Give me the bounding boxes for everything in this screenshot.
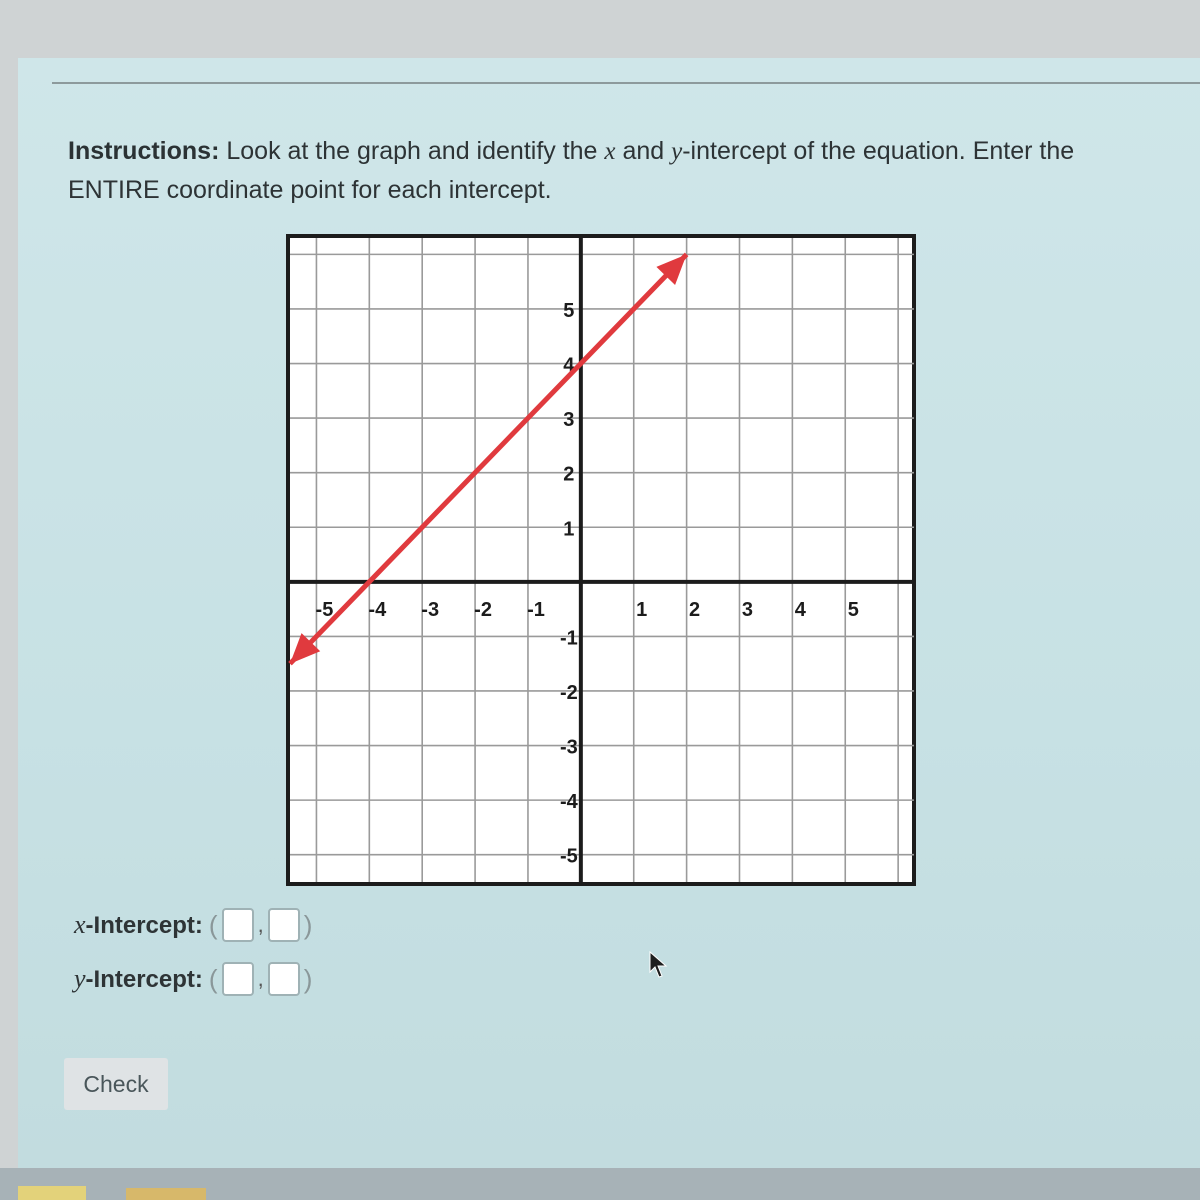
y-tick-label: 4 — [563, 354, 575, 377]
comma: , — [257, 912, 264, 937]
close-paren: ) — [303, 963, 313, 994]
x-intercept-label — [74, 910, 203, 940]
graph-background — [288, 236, 914, 884]
y-tick-label: 5 — [563, 299, 575, 322]
y-intercept-var: y — [74, 964, 86, 993]
divider-line — [52, 82, 1200, 84]
check-button[interactable]: Check — [64, 1058, 168, 1110]
graph-container — [286, 232, 918, 893]
y-tick-label: -4 — [559, 791, 578, 814]
intercepts-form — [74, 900, 314, 1004]
coordinate-graph — [286, 232, 918, 888]
x-tick-label: -5 — [315, 598, 334, 621]
open-paren: ( — [208, 963, 218, 994]
instructions-part1: Look at the graph and identify the — [219, 137, 605, 165]
x-tick-label: -1 — [527, 598, 545, 621]
y-tick-label: 1 — [563, 518, 575, 541]
y-tick-label: 3 — [563, 409, 575, 432]
mouse-cursor-icon — [648, 950, 670, 980]
x-tick-label: 1 — [636, 598, 648, 621]
y-intercept-x-input[interactable] — [222, 962, 254, 996]
taskbar-item — [126, 1188, 206, 1200]
open-paren: ( — [208, 909, 218, 940]
x-tick-label: 4 — [794, 598, 806, 621]
y-tick-label: -2 — [559, 681, 578, 704]
x-intercept-row — [74, 900, 314, 950]
x-tick-label: 3 — [741, 598, 754, 621]
y-intercept-label — [74, 964, 203, 994]
y-intercept-y-input[interactable] — [268, 962, 300, 996]
instructions-part3: -intercept of the equation. Enter the ENTIRE coordinate point for each intercept. — [68, 137, 1075, 204]
x-intercept-x-input[interactable] — [222, 908, 254, 942]
taskbar-item — [18, 1186, 86, 1200]
instructions-part2: and — [615, 137, 672, 165]
x-tick-label: -3 — [421, 598, 440, 621]
x-variable: x — [604, 138, 616, 165]
x-intercept-text: -Intercept: — [85, 912, 203, 939]
y-intercept-row — [74, 954, 314, 1004]
taskbar — [0, 1168, 1200, 1200]
comma: , — [257, 966, 264, 991]
instructions-label: Instructions: — [68, 137, 220, 165]
instructions-text — [68, 132, 1148, 209]
x-intercept-y-input[interactable] — [268, 908, 300, 942]
y-tick-label: -3 — [559, 736, 578, 759]
x-intercept-var: x — [74, 910, 86, 939]
y-tick-label: -1 — [559, 627, 578, 650]
y-variable: y — [671, 138, 683, 165]
close-paren: ) — [303, 909, 313, 940]
x-tick-label: -2 — [474, 598, 492, 621]
x-tick-label: 5 — [847, 598, 859, 621]
y-intercept-text: -Intercept: — [85, 966, 203, 993]
y-tick-label: 2 — [563, 463, 575, 486]
x-tick-label: -4 — [368, 598, 387, 621]
x-tick-label: 2 — [689, 598, 701, 621]
y-tick-label: -5 — [559, 845, 578, 868]
